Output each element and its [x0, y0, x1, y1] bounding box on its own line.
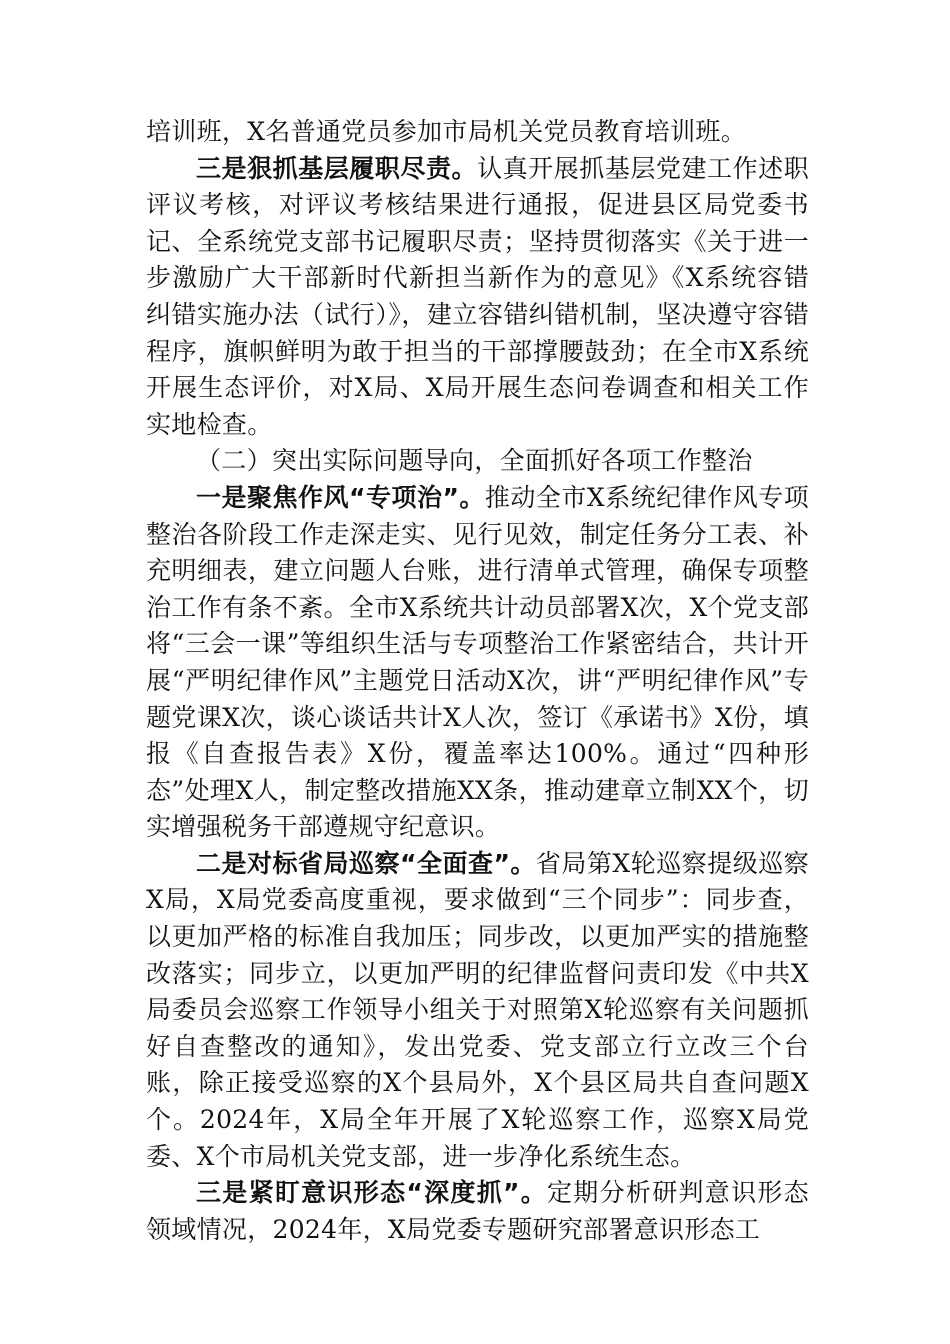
paragraph-5-text: 省局第X轮巡察提级巡察X局，X局党委高度重视，要求做到“三个同步”：同步查，以更加严格的标准自我加压；同步改，以更加严实的措施整改落实；同步立，以更加严明的纪律监督问责印发《中共X局委员会巡察工作领导小组关于对照第X轮巡察有关问题抓好自查整改的通知》，发出党委、党支部立行立改三个台账，除正接受巡察的X个县局外，X个县区局共自查问题X个。2024年，X局全年开展了X轮巡察工作，巡察X局党委、X个市局机关党支部，进一步净化系统生态。: [146, 848, 810, 1171]
section-heading-2: [146, 443, 809, 480]
paragraph-1-text: 培训班，X名普通党员参加市局机关党员教育培训班。: [146, 117, 746, 146]
document-body: [146, 114, 809, 1248]
paragraph-4: [146, 480, 809, 846]
paragraph-4-text: 推动全市X系统纪律作风专项整治各阶段工作走深走实、见行见效，制定任务分工表、补充明细表，建立问题人台账，进行清单式管理，确保专项整治工作有条不紊。全市X系统共计动员部署X次，X个党支部将“三会一课”等组织生活与专项整治工作紧密结合，共计开展“严明纪律作风”主题党日活动X次，讲“严明纪律作风”专题党课X次，谈心谈话共计X人次，签订《承诺书》X份，填报《自查报告表》X份，覆盖率达100%。通过“四种形态”处理X人，制定整改措施XX条，推动建章立制XX个，切实增强税务干部遵规守纪意识。: [146, 482, 810, 842]
paragraph-6: [146, 1175, 809, 1248]
paragraph-6-text: 定期分析研判意识形态领域情况，2024年，X局党委专题研究部署意识形态工: [146, 1178, 809, 1244]
paragraph-1: [146, 114, 809, 151]
paragraph-6-lead: 三是紧盯意识形态“深度抓”。: [196, 1178, 548, 1208]
paragraph-2-text: 认真开展抓基层党建工作述职评议考核，对评议考核结果进行通报，促进县区局党委书记、全系统党支部书记履职尽责；坚持贯彻落实《关于进一步激励广大干部新时代新担当新作为的意见》《X系统容错纠错实施办法（试行）》，建立容错纠错机制，坚决遵守容错程序，旗帜鲜明为敢于担当的干部撑腰鼓劲；在全市X系统开展生态评价，对X局、X局开展生态问卷调查和相关工作实地检查。: [146, 153, 809, 439]
paragraph-5: [146, 846, 809, 1175]
paragraph-2-lead: 三是狠抓基层履职尽责。: [196, 153, 478, 183]
section-heading-2-text: （二）突出实际问题导向，全面抓好各项工作整治: [196, 446, 753, 476]
paragraph-4-lead: 一是聚焦作风“专项治”。: [196, 482, 485, 512]
paragraph-2: [146, 151, 809, 444]
paragraph-5-lead: 二是对标省局巡察“全面查”。: [196, 848, 536, 878]
